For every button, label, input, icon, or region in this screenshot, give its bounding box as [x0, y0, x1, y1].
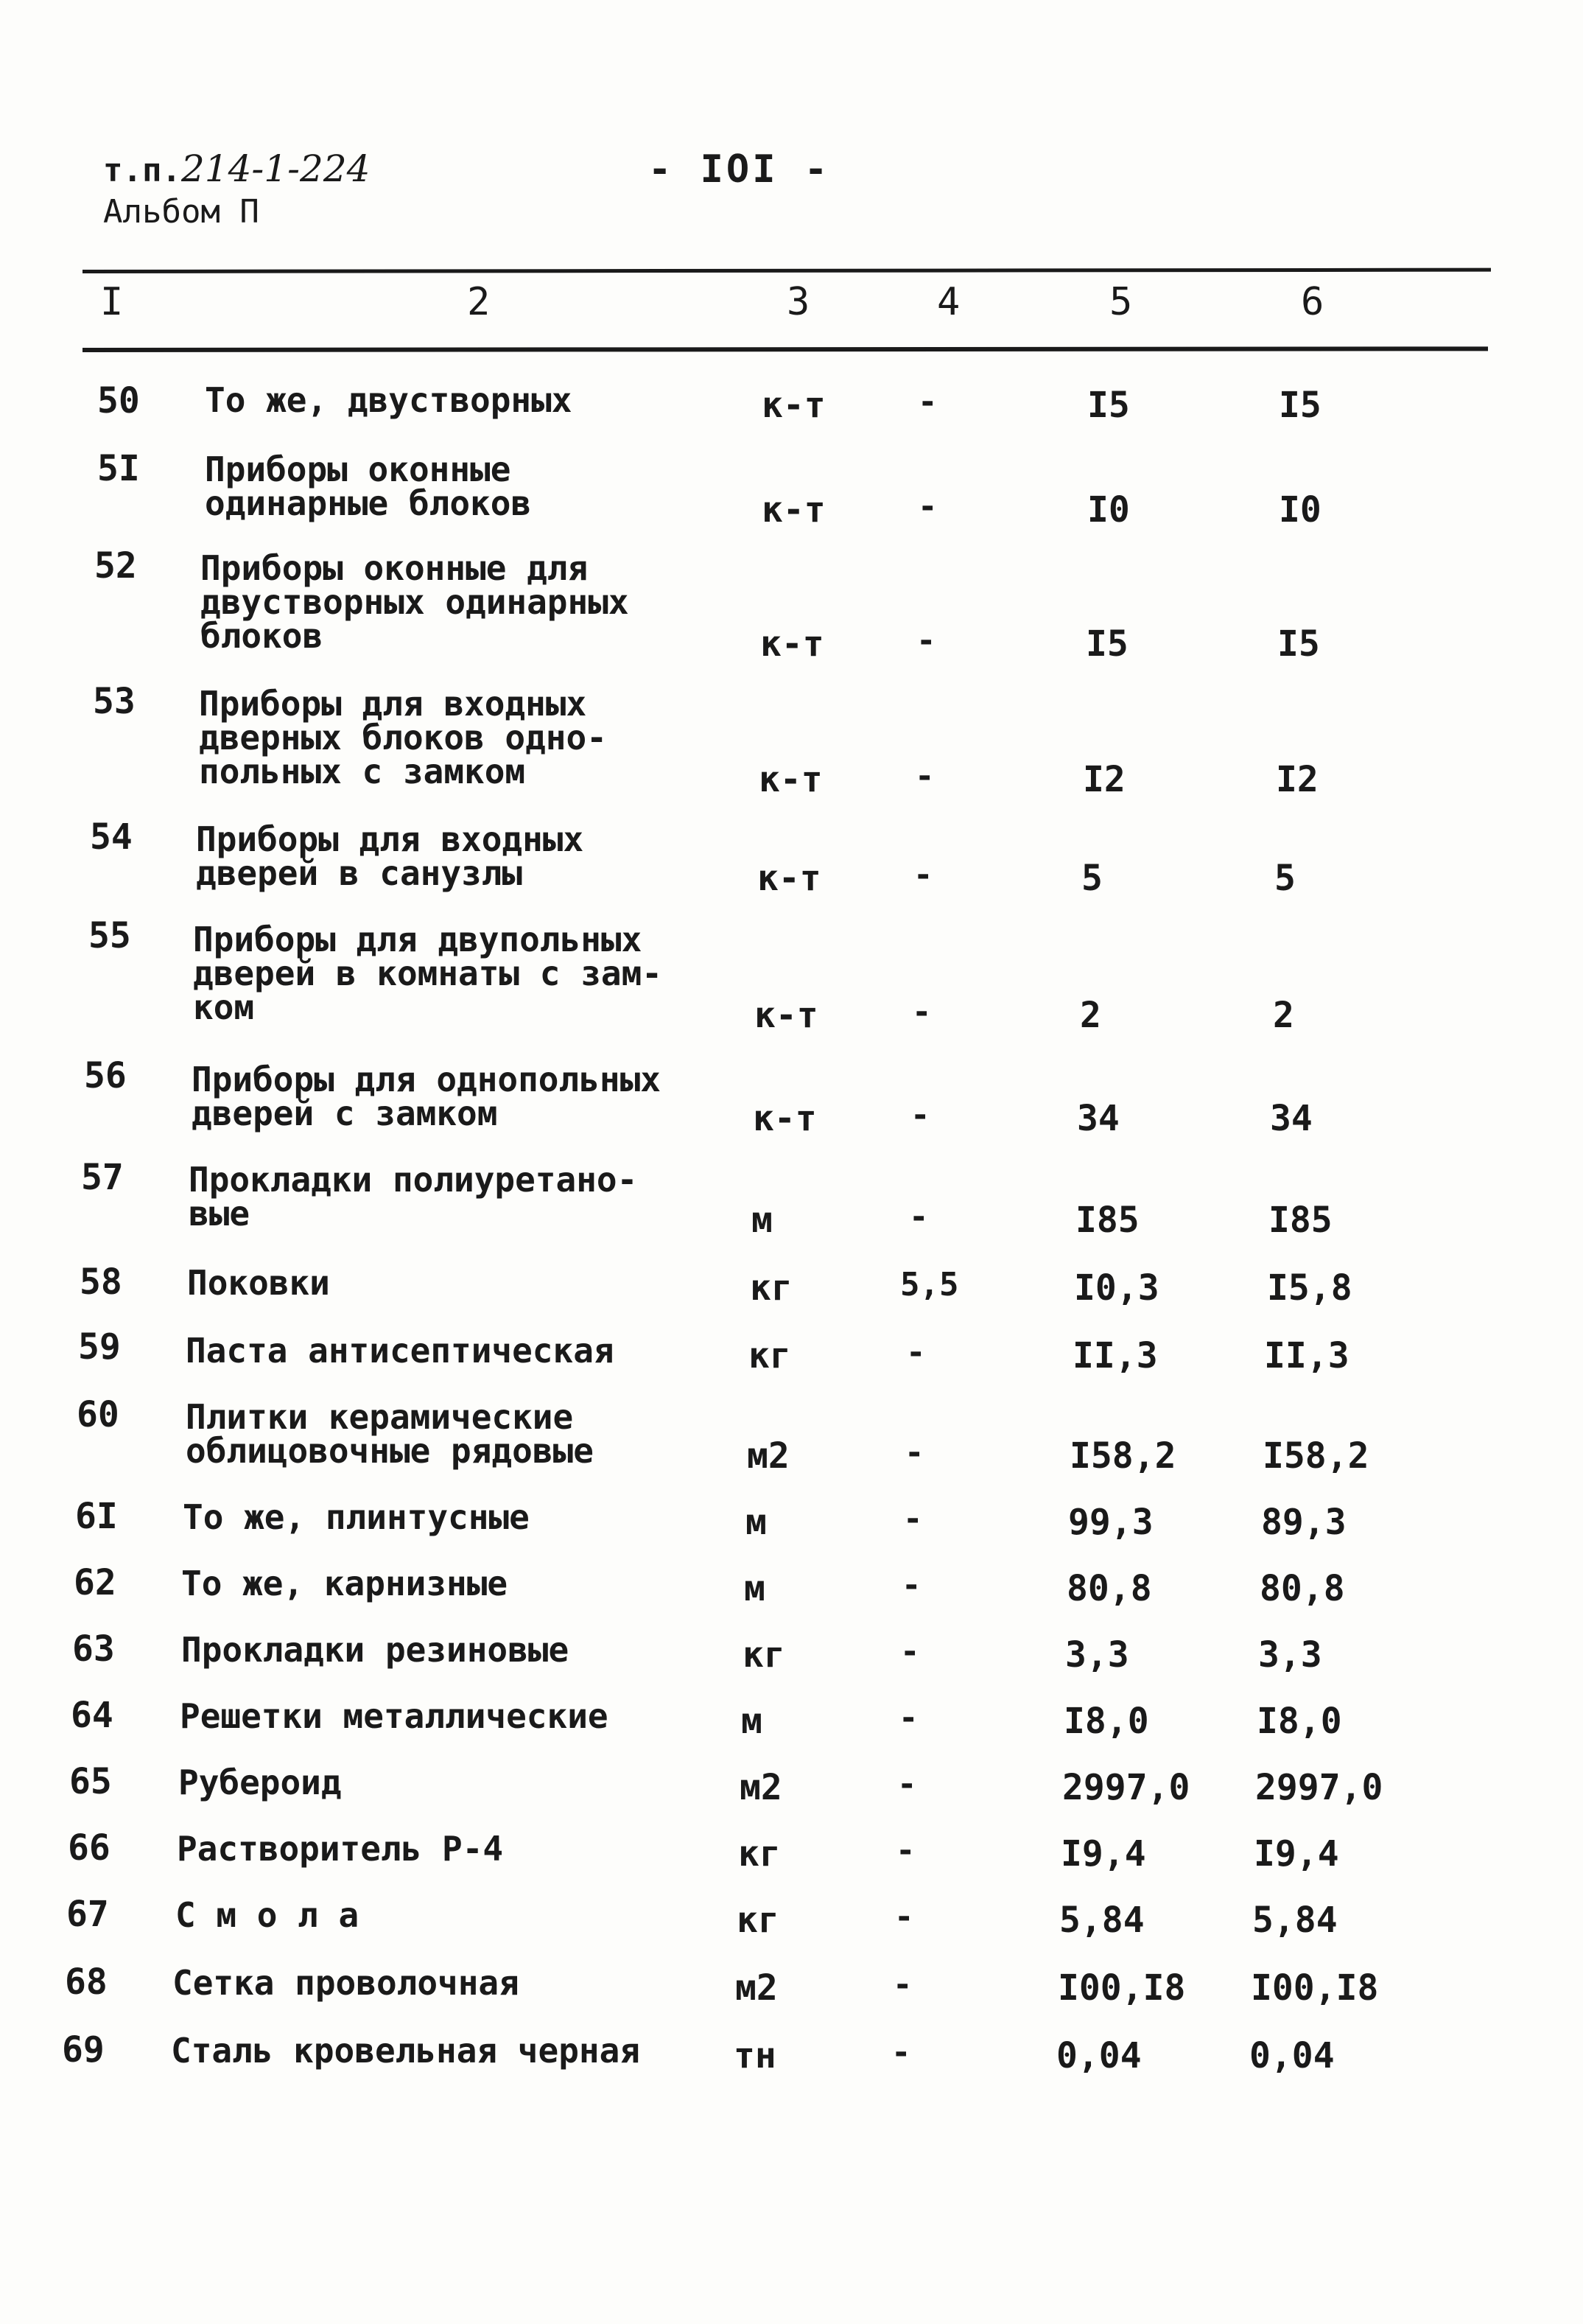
row-col6: I8,0: [1257, 1701, 1342, 1742]
row-col4: 5,5: [900, 1266, 959, 1303]
row-name: Растворитель Р-4: [177, 1829, 504, 1869]
row-number: 6I: [75, 1496, 118, 1537]
row-col4: -: [896, 1832, 916, 1869]
row-col4: -: [893, 1966, 913, 2003]
row-name: Паста антисептическая: [186, 1331, 614, 1371]
row-col4: -: [916, 622, 936, 659]
row-number: 55: [88, 915, 131, 956]
row-unit: тн: [734, 2035, 776, 2076]
reference-prefix: т.п.: [103, 152, 181, 189]
row-unit: кг: [743, 1634, 785, 1676]
row-unit: м: [741, 1701, 762, 1742]
row-unit: к-т: [753, 1098, 817, 1139]
row-number: 60: [77, 1394, 119, 1435]
row-number: 62: [74, 1562, 116, 1603]
row-col4: -: [899, 1699, 919, 1737]
row-name: Прокладки резиновые: [181, 1630, 569, 1670]
row-unit: к-т: [759, 759, 823, 800]
row-name: Приборы оконные одинарные блоков: [205, 449, 532, 523]
row-unit: м: [751, 1200, 773, 1241]
row-col4: -: [912, 993, 932, 1031]
row-name: Решетки металлические: [180, 1696, 608, 1736]
row-name: Приборы оконные для двустворных одинарных блоков: [200, 548, 629, 656]
row-col4: -: [918, 383, 938, 421]
row-number: 54: [90, 816, 133, 858]
row-col4: -: [918, 488, 938, 525]
row-unit: к-т: [760, 623, 824, 665]
row-name: Поковки: [187, 1263, 330, 1303]
row-name: Сталь кровельная черная: [171, 2031, 640, 2071]
row-col5: 5: [1081, 858, 1103, 899]
row-col6: I85: [1268, 1200, 1333, 1241]
row-col6: 2: [1273, 995, 1294, 1036]
row-unit: кг: [748, 1335, 791, 1376]
row-name: То же, плинтусные: [183, 1497, 530, 1537]
row-number: 5I: [97, 448, 140, 489]
row-col6: II,3: [1264, 1335, 1349, 1376]
row-col5: I58,2: [1070, 1435, 1176, 1477]
row-col4: -: [913, 856, 933, 894]
row-number: 64: [71, 1695, 113, 1736]
row-col6: 34: [1270, 1098, 1313, 1139]
row-number: 66: [68, 1827, 110, 1869]
row-name: С м о л а: [175, 1895, 359, 1935]
column-header-2: 2: [467, 280, 491, 324]
row-unit: м: [745, 1502, 767, 1543]
row-col5: I5: [1086, 623, 1129, 665]
row-name: Прокладки полиуретано- вые: [189, 1160, 638, 1233]
column-header-4: 4: [937, 280, 961, 324]
row-col5: II,3: [1073, 1335, 1158, 1376]
row-col6: I9,4: [1254, 1833, 1339, 1875]
row-col5: 2: [1080, 995, 1101, 1036]
row-number: 52: [94, 545, 137, 587]
row-name: Приборы для однопольных дверей с замком: [192, 1060, 661, 1133]
row-col6: 5,84: [1252, 1900, 1338, 1941]
album-label: Альбом П: [103, 193, 259, 231]
row-name: Рубероид: [178, 1763, 342, 1802]
row-col5: I0,3: [1074, 1267, 1159, 1309]
row-number: 69: [62, 2029, 105, 2071]
row-col4: -: [915, 757, 935, 795]
row-col6: I58,2: [1263, 1435, 1369, 1477]
row-col5: I8,0: [1064, 1701, 1149, 1742]
row-col4: -: [905, 1434, 924, 1471]
row-col4: -: [891, 2034, 911, 2071]
row-unit: кг: [738, 1833, 781, 1875]
row-number: 63: [72, 1628, 115, 1670]
row-col6: I5: [1279, 385, 1321, 426]
column-header-6: 6: [1301, 280, 1324, 324]
row-col5: I9,4: [1061, 1833, 1146, 1875]
row-name: То же, карнизные: [181, 1564, 508, 1603]
row-name: Плитки керамические облицовочные рядовые: [186, 1397, 594, 1471]
row-number: 68: [65, 1961, 108, 2003]
row-unit: кг: [750, 1267, 793, 1309]
row-col6: 2997,0: [1255, 1767, 1383, 1808]
page-number: - IOI -: [648, 147, 831, 192]
row-col5: I00,I8: [1058, 1967, 1186, 2009]
row-number: 53: [93, 681, 136, 722]
row-col5: I85: [1075, 1200, 1140, 1241]
row-col5: 3,3: [1065, 1634, 1129, 1676]
row-unit: кг: [737, 1900, 779, 1941]
row-col6: I00,I8: [1251, 1967, 1379, 2009]
row-col5: I2: [1083, 759, 1126, 800]
row-number: 65: [69, 1761, 112, 1802]
column-header-3: 3: [787, 280, 810, 324]
row-unit: к-т: [762, 385, 826, 426]
row-unit: к-т: [754, 995, 818, 1036]
row-number: 67: [66, 1894, 109, 1935]
row-number: 59: [78, 1326, 121, 1368]
row-col6: 5: [1274, 858, 1296, 899]
row-number: 57: [81, 1157, 124, 1198]
row-unit: к-т: [757, 858, 821, 899]
row-number: 50: [97, 380, 140, 421]
row-col5: 34: [1077, 1098, 1120, 1139]
row-number: 56: [84, 1055, 127, 1096]
row-unit: м2: [747, 1435, 790, 1477]
row-col6: 0,04: [1249, 2035, 1335, 2076]
row-col5: I0: [1087, 489, 1130, 531]
row-col4: -: [909, 1198, 929, 1236]
row-col4: -: [894, 1898, 914, 1936]
row-name: Приборы для входных дверей в санузлы: [196, 819, 584, 893]
row-col4: -: [906, 1334, 926, 1371]
row-col5: 2997,0: [1062, 1767, 1190, 1808]
row-col5: 0,04: [1056, 2035, 1142, 2076]
row-col5: 80,8: [1067, 1568, 1152, 1609]
column-header-1: I: [100, 280, 124, 324]
row-name: Приборы для двупольных дверей в комнаты с зам- ком: [193, 920, 662, 1027]
row-col4: -: [897, 1765, 917, 1803]
row-col6: I2: [1276, 759, 1319, 800]
row-col5: 5,84: [1059, 1900, 1145, 1941]
row-col4: -: [902, 1567, 922, 1604]
row-col5: I5: [1087, 385, 1130, 426]
row-col5: 99,3: [1068, 1502, 1154, 1543]
row-unit: к-т: [762, 489, 826, 531]
row-unit: м2: [740, 1767, 782, 1808]
row-name: То же, двустворных: [205, 380, 572, 420]
row-col6: 80,8: [1260, 1568, 1345, 1609]
row-col6: 3,3: [1258, 1634, 1322, 1676]
row-number: 58: [80, 1261, 122, 1303]
row-unit: м2: [735, 1967, 778, 2009]
row-unit: м: [744, 1568, 765, 1609]
row-col6: I5: [1277, 623, 1320, 665]
row-col6: I0: [1279, 489, 1321, 531]
row-name: Приборы для входных дверных блоков одно- польных с замком: [199, 684, 607, 791]
row-col4: -: [900, 1633, 920, 1670]
reference-number: 214-1-224: [180, 147, 371, 190]
row-col4: -: [910, 1096, 930, 1134]
row-col6: 89,3: [1261, 1502, 1347, 1543]
column-header-5: 5: [1109, 280, 1133, 324]
row-name: Сетка проволочная: [172, 1963, 519, 2003]
row-col6: I5,8: [1267, 1267, 1352, 1309]
row-col4: -: [903, 1500, 923, 1538]
